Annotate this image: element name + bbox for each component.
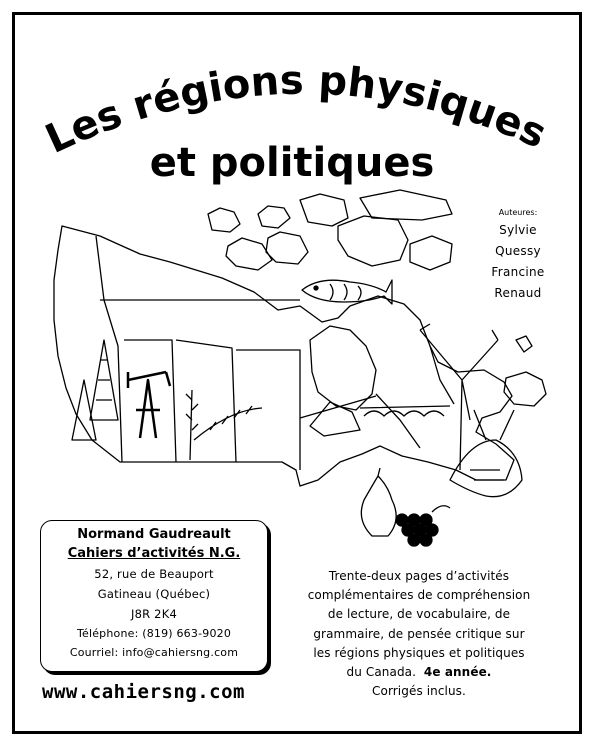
description-line: de lecture, de vocabulaire, de: [327, 607, 511, 622]
description-line: Trente-deux pages d’activités: [328, 569, 510, 583]
title-line-2: et politiques: [149, 140, 435, 186]
arctic-island-shape: [338, 216, 408, 266]
description-line: grammaire, de pensée critique sur: [313, 626, 525, 641]
grapes-drawing: [396, 514, 438, 546]
author-name: Francine: [491, 265, 545, 279]
province-border: [176, 340, 236, 462]
publisher-address: 52, rue de Beauport: [94, 567, 214, 581]
grade-level: 4e année.: [423, 665, 492, 680]
authors-label: Auteures:: [498, 208, 538, 217]
description-line: [292, 663, 546, 682]
publisher-name: Normand Gaudreault: [77, 527, 231, 542]
newfoundland-outline: [516, 336, 532, 352]
oil-pump-drawing: [128, 372, 170, 438]
publisher-city: Gatineau (Québec): [97, 587, 211, 601]
author-name: Renaud: [494, 286, 542, 300]
arctic-island-shape: [360, 190, 452, 220]
author-name: Quessy: [495, 244, 541, 258]
description-line: Corrigés inclus.: [372, 684, 466, 699]
bridge-drawing: [360, 406, 450, 416]
title-line-1: Les régions physiques: [38, 57, 554, 163]
publisher-email: Courriel: info@cahiersng.com: [69, 646, 239, 659]
province-border: [430, 346, 454, 404]
arctic-island-shape: [226, 238, 272, 270]
arctic-island-shape: [300, 194, 348, 226]
province-border: [376, 394, 420, 448]
mainland-outline: [54, 226, 514, 486]
windmill-drawing: [420, 324, 498, 470]
publisher-phone: Téléphone: (819) 663-9020: [76, 627, 232, 640]
description-line: complémentaires de compréhension: [307, 588, 531, 603]
arctic-island-shape: [258, 206, 290, 228]
pear-drawing: [361, 468, 396, 536]
author-name: Sylvie: [499, 223, 537, 237]
province-border: [96, 236, 122, 462]
publisher-brand: Cahiers d’activités N.G.: [67, 546, 241, 561]
description-line: les régions physiques et politiques: [313, 645, 525, 660]
book-description: [292, 567, 546, 701]
province-border: [236, 350, 300, 470]
tree-drawing: [90, 340, 118, 420]
authors-block: [478, 208, 558, 304]
newfoundland-outline: [504, 372, 546, 406]
publisher-box: [40, 520, 268, 672]
arctic-island-shape: [410, 236, 452, 270]
wheat-drawing: [186, 390, 262, 460]
arctic-island-shape: [266, 232, 308, 264]
hudson-bay-outline: [310, 326, 376, 410]
description-country: du Canada.: [346, 665, 417, 680]
arctic-island-shape: [208, 208, 240, 232]
website-link[interactable]: www.cahiersng.com: [42, 681, 245, 703]
publisher-postal-code: J8R 2K4: [131, 607, 177, 621]
